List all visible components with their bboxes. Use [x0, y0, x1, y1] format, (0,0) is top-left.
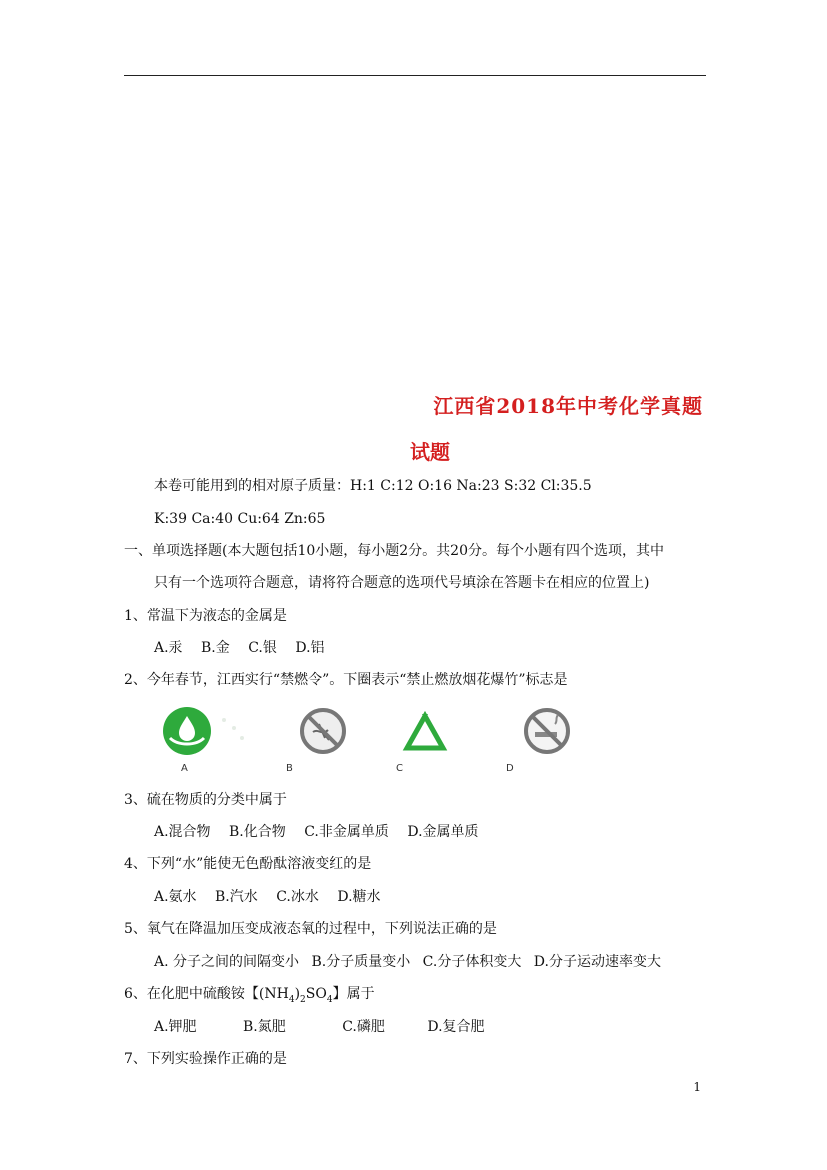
option-c: C.非金属单质 — [304, 824, 389, 840]
question-stem: 5、氧气在降温加压变成液态氧的过程中，下列说法正确的是 — [124, 921, 497, 937]
section-heading-cont: 只有一个选项符合题意，请将符合题意的选项代号填涂在答题卡在相应的位置上) — [154, 575, 650, 591]
option-c: C.银 — [248, 640, 277, 656]
subscript: 4 — [288, 994, 295, 1005]
stem-part: ) — [294, 986, 301, 1002]
stem-part: 6、在化肥中硫酸铵【(NH — [124, 986, 289, 1002]
water-saving-icon — [162, 706, 212, 756]
recycle-icon — [400, 708, 450, 758]
option-b: B.分子质量变小 — [311, 954, 411, 970]
question-stem: 7、下列实验操作正确的是 — [124, 1051, 287, 1067]
question-options — [154, 638, 339, 658]
section-heading: 一、单项选择题(本大题包括10小题，每小题2分。共20分。每个小题有四个选项，其中 — [124, 543, 664, 559]
option-a: A.氨水 — [154, 889, 197, 905]
option-c: C.分子体积变大 — [422, 954, 522, 970]
question-options — [154, 822, 493, 842]
option-a: A.钾肥 — [154, 1019, 197, 1035]
question-options — [154, 887, 395, 907]
question-stem: 3、硫在物质的分类中属于 — [124, 792, 287, 808]
option-d: D.糖水 — [337, 889, 381, 905]
question-stem: 4、下列“水”能使无色酚酞溶液变红的是 — [124, 856, 372, 872]
option-a: A.汞 — [154, 640, 183, 656]
subscript: 2 — [300, 994, 306, 1005]
no-fireworks-icon — [298, 706, 348, 756]
stem-part: SO — [305, 986, 327, 1002]
icon-label-c: C — [396, 763, 403, 774]
icon-label-a: A — [181, 763, 188, 774]
option-c: C.冰水 — [276, 889, 319, 905]
icon-label-b: B — [286, 763, 293, 774]
option-b: B.氮肥 — [243, 1019, 286, 1035]
option-d: D.铝 — [295, 640, 325, 656]
option-b: B.汽水 — [215, 889, 258, 905]
no-smoking-icon — [522, 706, 572, 756]
question-options — [154, 952, 661, 972]
option-d: D.复合肥 — [427, 1019, 485, 1035]
sign-images — [160, 706, 580, 776]
option-b: B.金 — [201, 640, 230, 656]
page-number: 1 — [693, 1080, 701, 1094]
subscript: 4 — [326, 994, 333, 1005]
option-a: A. 分子之间的间隔变小 — [154, 954, 300, 970]
question-stem — [124, 984, 375, 1010]
option-b: B.化合物 — [229, 824, 286, 840]
stem-part: 】属于 — [332, 986, 375, 1002]
question-stem: 2、今年春节，江西实行“禁燃令”。下圈表示“禁止燃放烟花爆竹”标志是 — [124, 672, 568, 688]
title-line-1: 江西省2018年中考化学真题 — [433, 394, 703, 418]
option-d: D.分子运动速率变大 — [533, 954, 661, 970]
atomic-mass-line-2: K:39 Ca:40 Cu:64 Zn:65 — [154, 511, 326, 527]
question-options — [154, 1017, 499, 1037]
faded-dots-icon — [216, 710, 250, 750]
option-c: C.磷肥 — [342, 1019, 385, 1035]
header-rule — [124, 75, 706, 76]
title-line-2: 试题 — [410, 440, 450, 464]
question-stem: 1、常温下为液态的金属是 — [124, 608, 287, 624]
icon-label-d: D — [506, 763, 514, 774]
option-d: D.金属单质 — [407, 824, 479, 840]
option-a: A.混合物 — [154, 824, 211, 840]
atomic-mass-line-1: 本卷可能用到的相对原子质量：H:1 C:12 O:16 Na:23 S:32 Cl:35.5 — [154, 478, 592, 494]
